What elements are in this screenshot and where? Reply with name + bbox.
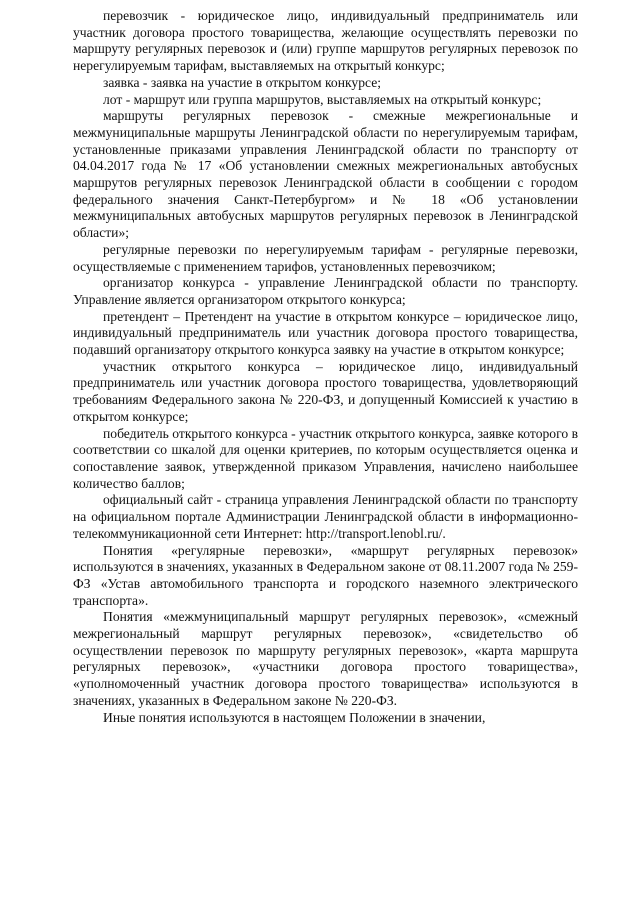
definition-participant: участник открытого конкурса – юридическое лицо, индивидуальный предприниматель или участник договора простого товарищества, удовлетворяющий требованиям Федерального закона № 220-ФЗ, и допущенный Комиссией к участию в открытом конкурсе; — [73, 358, 578, 424]
definition-application: заявка - заявка на участие в открытом конкурсе; — [103, 74, 382, 90]
other-concepts-paragraph: Иные понятия используются в настоящем Положении в значении, — [103, 709, 486, 725]
definition-lot: лот - маршрут или группа маршрутов, выставляемых на открытый конкурс; — [103, 91, 542, 107]
definition-official-site: официальный сайт - страница управления Ленинградской области по транспорту на официальном портале Администрации Ленинградской области в информационно-телекоммуникационной сети Интернет: http://transport.lenobl.ru/. — [73, 492, 578, 541]
definition-winner: победитель открытого конкурса - участник открытого конкурса, заявке которого в соответствии со шкалой для оценки критериев, по которым осуществляется оценка и сопоставление заявок, утвержденной приказом Управления, начислено наибольшее количество баллов; — [73, 425, 578, 491]
concepts-paragraph-220fz: Понятия «межмуниципальный маршрут регулярных перевозок», «смежный межрегиональный маршрут регулярных перевозок», «свидетельство об осуществлении перевозок по маршруту регулярных перевозок», «карта маршрута регулярных перевозок», «участники договора простого товарищества», «уполномоченный участник договора простого товарищества» используются в значениях, указанных в Федеральном законе № 220-ФЗ. — [73, 609, 578, 708]
definition-routes: маршруты регулярных перевозок - смежные межрегиональные и межмуниципальные маршруты Ленинградской области по нерегулируемым тарифам, установленные приказами управления Ленинградской области по транспорту от 04.04.2017 года № 17 «Об установлении смежных межрегиональных автобусных маршрутов регулярных перевозок Ленинградской области в сообщении с городом федерального значения Санкт-Петербургом» и № 18 «Об установлении межмуниципальных автобусных маршрутов регулярных перевозок в Ленинградской области»; — [73, 108, 578, 241]
definition-applicant: претендент – Претендент на участие в открытом конкурсе – юридическое лицо, индивидуальный предприниматель или участник договора простого товарищества, подавший организатору открытого конкурса заявку на участие в открытом конкурсе; — [73, 308, 578, 358]
definition-organizer: организатор конкурса - управление Ленинградской области по транспорту. Управление является организатором открытого конкурса; — [73, 275, 578, 307]
definition-carrier: перевозчик - юридическое лицо, индивидуальный предприниматель или участник договора простого товарищества, желающие осуществлять перевозки по маршруту регулярных перевозок и (или) группе маршрутов регулярных перевозок по нерегулируемым тарифам, выставляемых на открытый конкурс; — [73, 8, 578, 74]
definition-regular-transport: регулярные перевозки по нерегулируемым тарифам - регулярные перевозки, осуществляемые с применением тарифов, установленных перевозчиком; — [73, 241, 578, 274]
concepts-paragraph-259fz: Понятия «регулярные перевозки», «маршрут регулярных перевозок» используются в значениях, указанных в Федеральном законе от 08.11.2007 года № 259-ФЗ «Устав автомобильного транспорта и городского наземного электрического транспорта». — [73, 542, 578, 608]
